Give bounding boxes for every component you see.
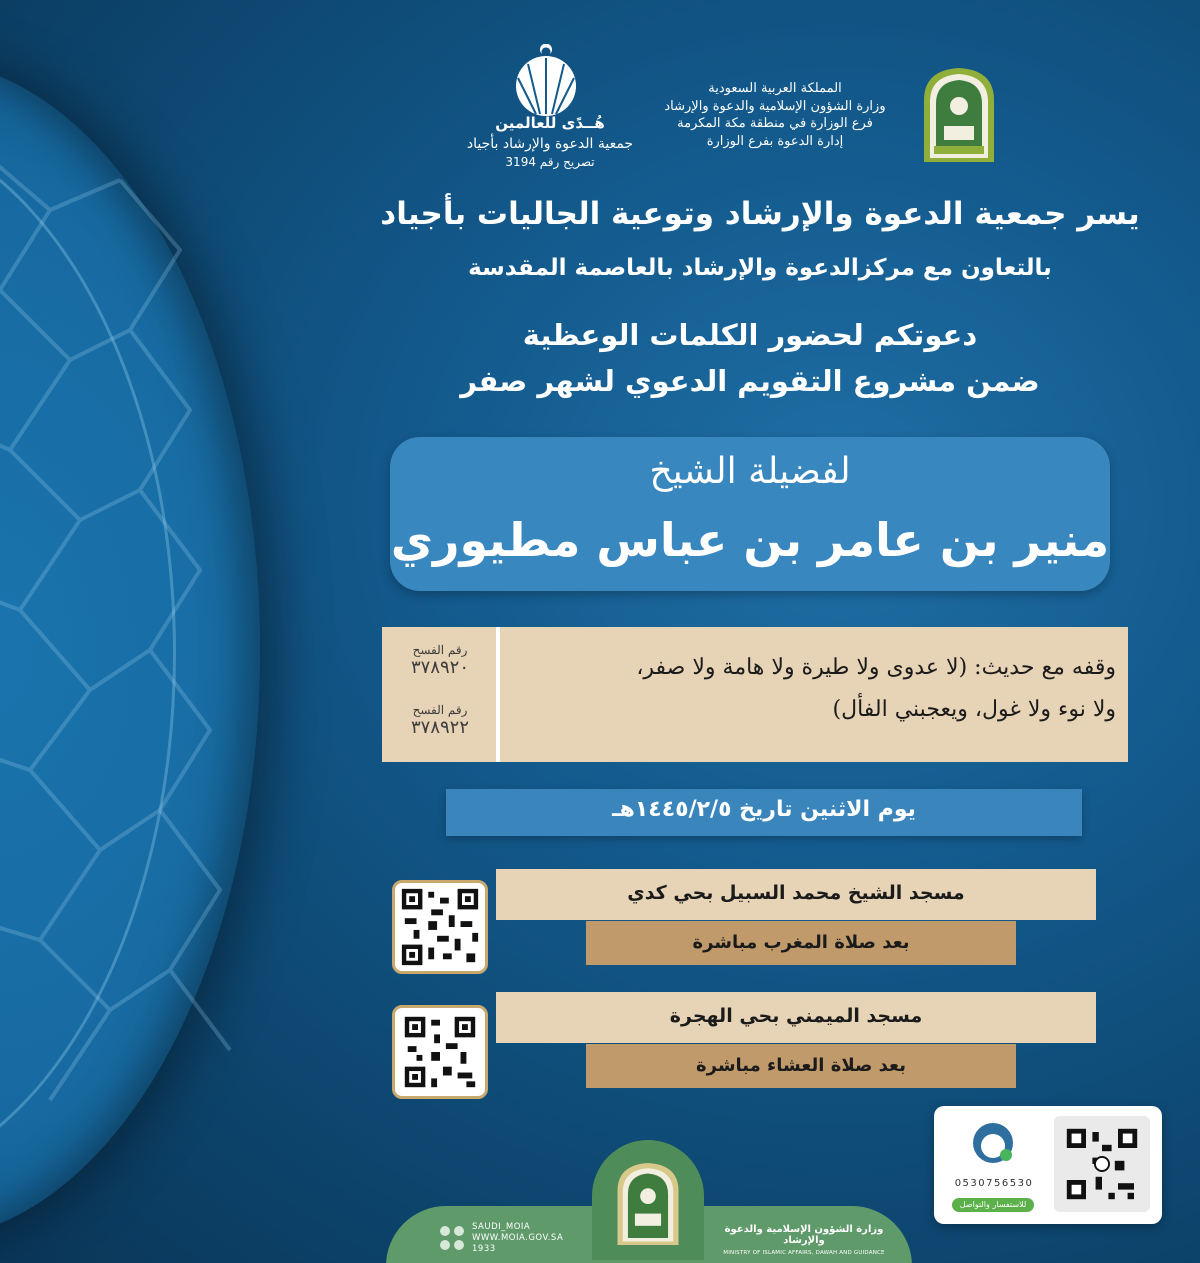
org-text-block (430, 114, 670, 169)
ministry-line: إدارة الدعوة بفرع الوزارة (706, 133, 844, 149)
instagram-icon[interactable] (440, 1226, 450, 1236)
facebook-icon[interactable] (440, 1240, 450, 1250)
footer-ministry-en: MINISTRY OF ISLAMIC AFFAIRS, DAWAH AND GUIDANCE (723, 1250, 885, 1256)
inquiry-badge: للاستفسار والتواصل (952, 1198, 1034, 1212)
speaker-title: لفضيلة الشيخ (649, 451, 851, 492)
contact-phone[interactable]: 0530756530 (954, 1178, 1034, 1189)
org-brand: هُــدًى للعالمين (495, 114, 605, 132)
venue-2-time (586, 1044, 1016, 1088)
lesson-divider (496, 627, 500, 762)
venue-time: بعد صلاة العشاء مباشرة (696, 1055, 906, 1076)
date-box (446, 789, 1082, 836)
ministry-line: وزارة الشؤون الإسلامية والدعوة والإرشاد (664, 98, 886, 114)
contact-qr-code[interactable] (1054, 1116, 1150, 1212)
crescent-logo-icon (508, 44, 584, 118)
crescent-logo-icon (972, 1122, 1014, 1164)
fatwa-label: رقم الفسح (412, 703, 468, 717)
venue-1 (496, 869, 1096, 920)
twitter-icon[interactable] (454, 1226, 464, 1236)
qr-code-icon[interactable] (392, 880, 488, 974)
org-name: جمعية الدعوة والإرشاد بأجياد (466, 136, 634, 152)
venue-time: بعد صلاة المغرب مباشرة (692, 932, 910, 953)
venue-mosque: مسجد الشيخ محمد السبيل بحي كدي (627, 882, 965, 904)
lesson-text (508, 647, 1116, 731)
venue-1-time (586, 921, 1016, 965)
qr-code-icon (395, 883, 485, 971)
qr-code-icon (395, 1008, 485, 1096)
ministry-text-block (640, 80, 910, 150)
lesson-box (382, 627, 1128, 762)
fatwa-label: رقم الفسح (412, 643, 468, 657)
fatwa-2 (388, 703, 492, 738)
ministry-emblem-icon (920, 66, 998, 164)
venue-mosque: مسجد الميمني بحي الهجرة (669, 1005, 923, 1027)
venue-2 (496, 992, 1096, 1043)
footer-hotline: 1933 (472, 1244, 496, 1254)
whatsapp-icon (1000, 1149, 1012, 1161)
intro-line-2: بالتعاون مع مركزالدعوة والإرشاد بالعاصمة المقدسة (468, 255, 1052, 281)
ministry-line: المملكة العربية السعودية (708, 81, 842, 96)
qr-code-icon[interactable] (392, 1005, 488, 1099)
intro-line-4: ضمن مشروع التقويم الدعوي لشهر صفر (460, 364, 1040, 398)
fatwa-1 (388, 643, 492, 678)
footer-links (472, 1222, 582, 1255)
ministry-emblem-icon (614, 1154, 682, 1254)
speaker-name: منير بن عامر بن عباس مطيوري (390, 513, 1110, 567)
contact-card (934, 1106, 1162, 1224)
qr-code-icon (1054, 1116, 1150, 1212)
geometric-pattern (0, 150, 240, 1150)
speaker-box (390, 437, 1110, 591)
fatwa-number: ٣٧٨٩٢٠ (410, 657, 469, 678)
permit-number: تصريح رقم 3194 (505, 155, 595, 169)
intro-line-3: دعوتكم لحضور الكلمات الوعظية (522, 318, 978, 352)
fatwa-number: ٣٧٨٩٢٢ (410, 717, 469, 738)
lesson-line-1: وقفه مع حديث: (لا عدوى ولا طيرة ولا هامة ولا صفر، (636, 655, 1116, 680)
youtube-icon[interactable] (454, 1240, 464, 1250)
footer-emblem-backdrop (592, 1140, 704, 1260)
footer-website[interactable]: WWW.MOIA.GOV.SA (472, 1233, 564, 1243)
footer-handle[interactable]: SAUDI_MOIA (472, 1222, 531, 1232)
ministry-line: فرع الوزارة في منطقة مكة المكرمة (677, 116, 873, 131)
event-date: يوم الاثنين تاريخ ١٤٤٥/٢/٥هـ (612, 797, 916, 822)
footer-ministry (714, 1224, 894, 1256)
footer-ministry-ar: وزارة الشؤون الإسلامية والدعوة والإرشاد (724, 1224, 884, 1246)
lesson-line-2: ولا نوء ولا غول، ويعجبني الفأل) (832, 697, 1116, 722)
intro-line-1: يسر جمعية الدعوة والإرشاد وتوعية الجاليات بأجياد (380, 196, 1140, 232)
